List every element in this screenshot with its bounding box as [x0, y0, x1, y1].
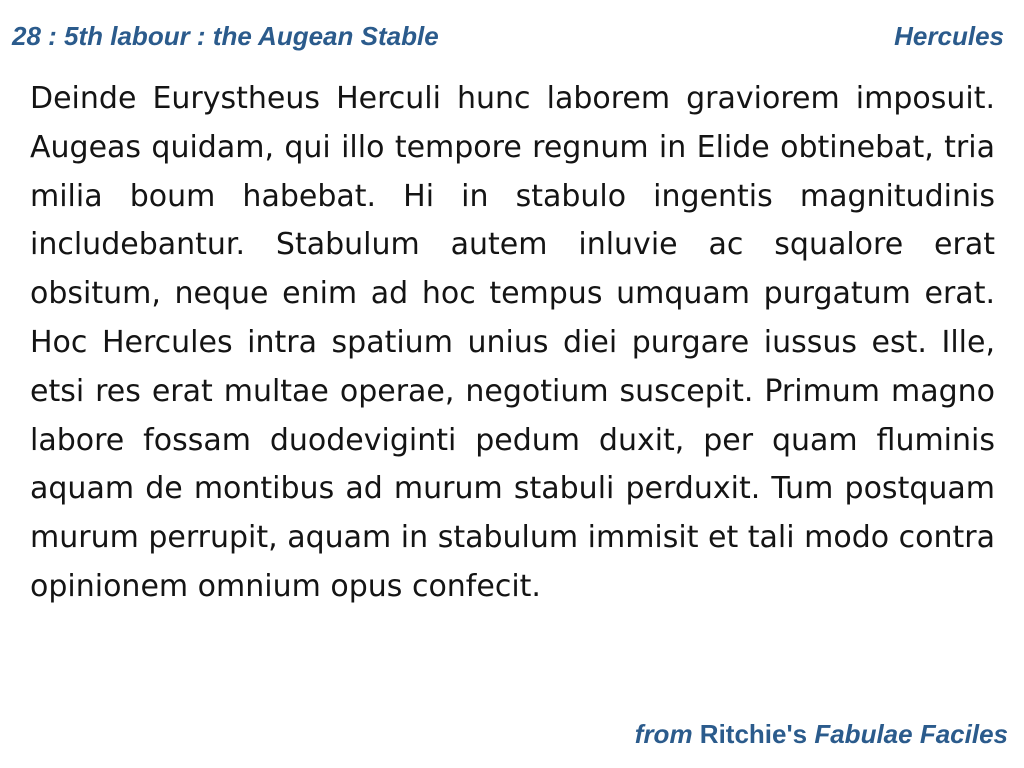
- page-header: [12, 18, 1004, 54]
- lesson-title: 28 : 5th labour : the Augean Stable: [12, 20, 439, 51]
- source-from: from: [634, 719, 693, 749]
- latin-passage: Deinde Eurystheus Herculi hunc laborem graviorem imposuit. Augeas quidam, qui illo tempore regnum in Elide obtinebat, tria milia boum habebat. Hi in stabulo ingentis magnitudinis includebantur. Stabulum autem inluvie ac squalore erat obsitum, neque enim ad hoc tempus umquam purgatum erat. Hoc Hercules intra spatium unius diei purgare iussus est. Ille, etsi res erat multae operae, negotium suscepit. Primum magno labore fossam duodeviginti pedum duxit, per quam fluminis aquam de montibus ad murum stabuli perduxit. Tum postquam murum perrupit, aquam in stabulum immisit et tali modo contra opinionem omnium opus confecit.: [30, 81, 995, 604]
- source-author: Ritchie's: [692, 719, 815, 749]
- source-attribution: [635, 719, 1008, 750]
- topic-label: Hercules: [894, 20, 1004, 51]
- source-book: Fabulae Faciles: [814, 719, 1008, 749]
